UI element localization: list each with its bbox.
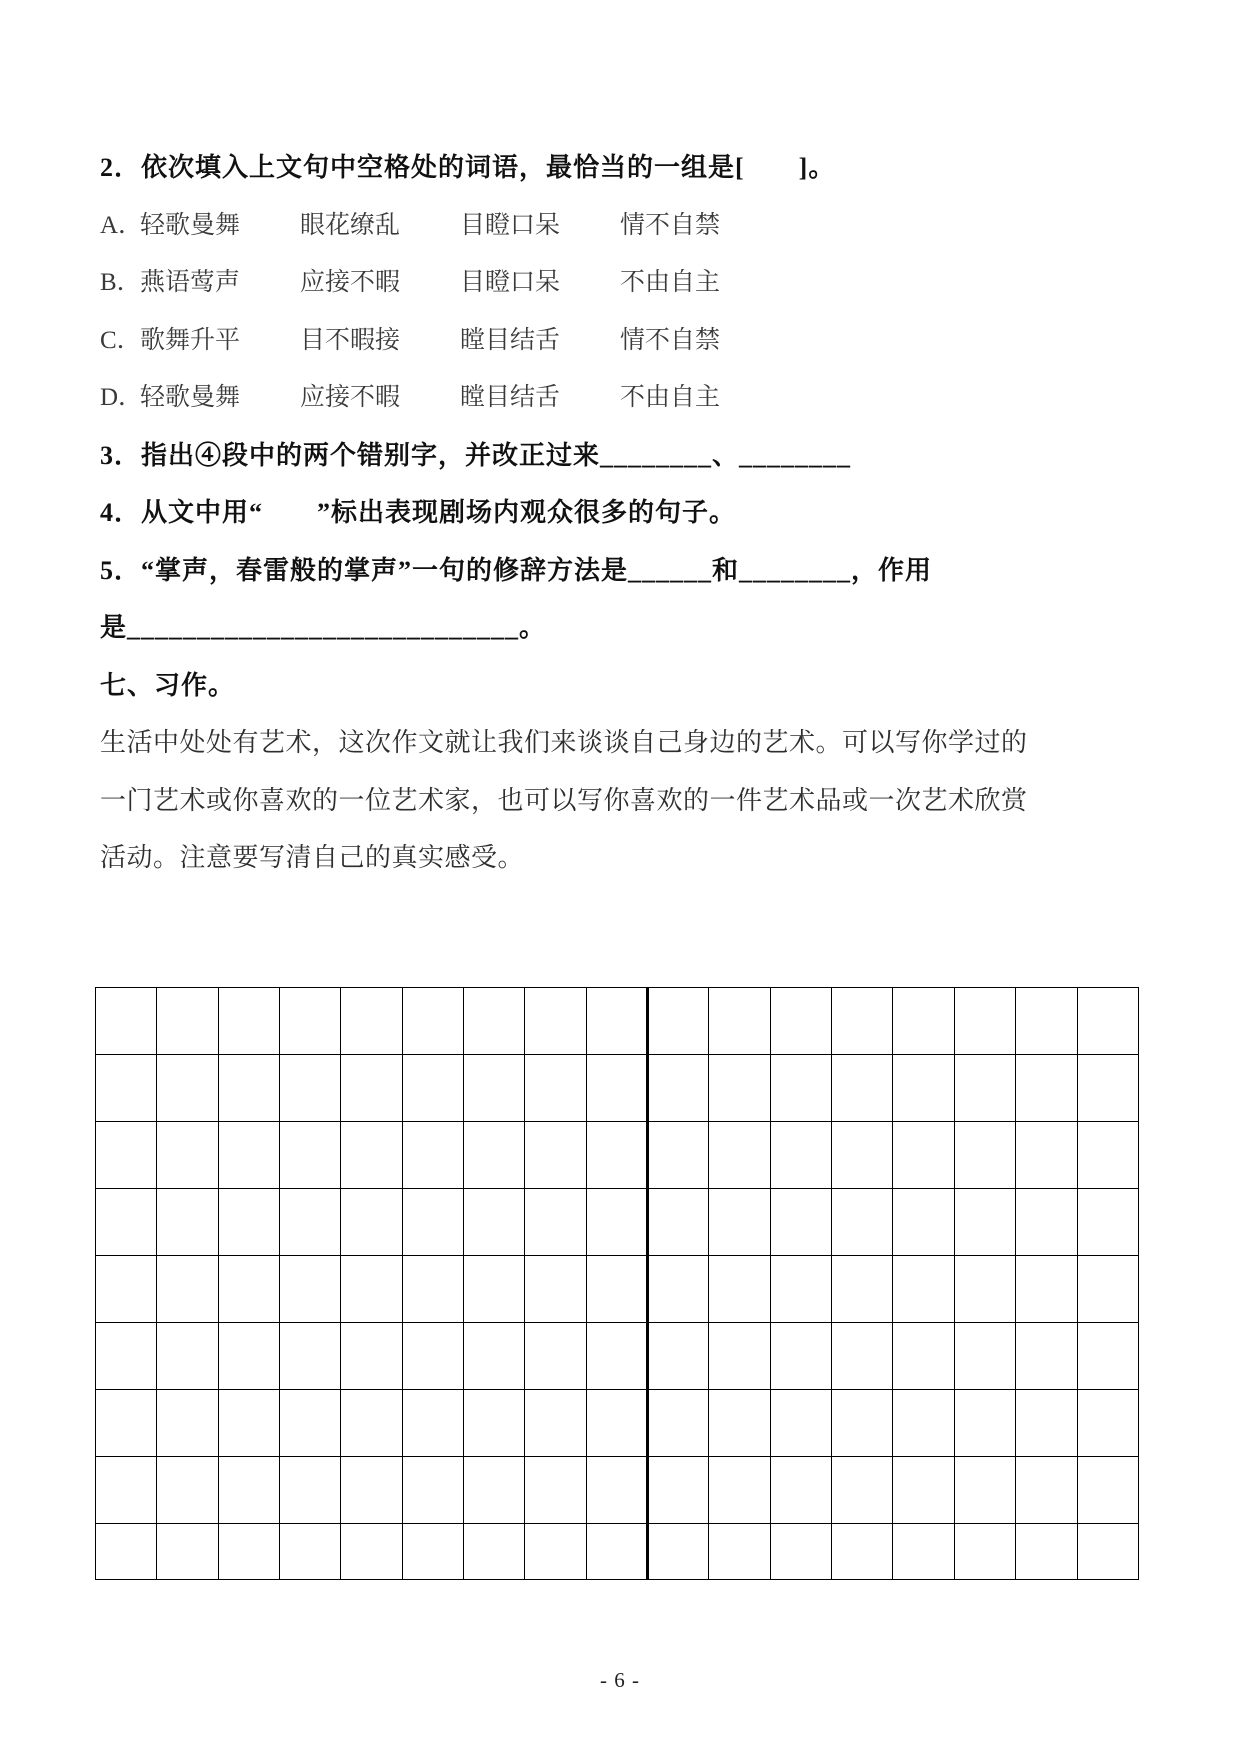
grid-cell xyxy=(280,1188,341,1255)
grid-cell xyxy=(96,1121,157,1188)
writing-grid-body xyxy=(96,987,1139,1579)
grid-cell xyxy=(280,1255,341,1322)
grid-cell xyxy=(96,1188,157,1255)
question-2-option-a xyxy=(100,197,1140,255)
grid-cell xyxy=(157,1322,218,1389)
grid-cell xyxy=(1016,1054,1077,1121)
grid-cell xyxy=(402,1054,463,1121)
question-2-stem: 2．依次填入上文句中空格处的词语，最恰当的一组是[ ]。 xyxy=(100,153,836,182)
grid-cell xyxy=(1077,1054,1139,1121)
grid-cell xyxy=(341,1456,402,1523)
grid-cell xyxy=(464,1054,525,1121)
grid-cell xyxy=(648,1456,709,1523)
grid-cell xyxy=(280,1523,341,1579)
grid-cell xyxy=(96,1456,157,1523)
grid-cell xyxy=(157,1255,218,1322)
option-word: 燕语莺声 xyxy=(140,269,241,296)
grid-cell xyxy=(341,1389,402,1456)
grid-cell xyxy=(893,987,954,1054)
grid-cell xyxy=(1077,1523,1139,1579)
grid-cell xyxy=(218,1054,279,1121)
grid-cell xyxy=(770,1389,831,1456)
grid-cell xyxy=(464,1322,525,1389)
grid-cell xyxy=(280,1054,341,1121)
grid-row xyxy=(96,987,1139,1054)
composition-prompt-line-3: 活动。注意要写清自己的真实感受。 xyxy=(100,843,525,872)
grid-row xyxy=(96,1389,1139,1456)
option-word: 瞠目结舌 xyxy=(460,326,561,354)
option-word: 不由自主 xyxy=(620,269,721,296)
grid-cell xyxy=(586,1188,647,1255)
grid-cell xyxy=(648,987,709,1054)
grid-cell xyxy=(402,1456,463,1523)
option-label: D． xyxy=(100,384,144,411)
option-word: 应接不暇 xyxy=(300,269,401,296)
grid-cell xyxy=(525,1389,586,1456)
grid-cell xyxy=(1077,1456,1139,1523)
grid-cell xyxy=(402,1121,463,1188)
option-label: C． xyxy=(100,326,142,354)
option-word: 目瞪口呆 xyxy=(460,211,561,239)
grid-cell xyxy=(954,1054,1015,1121)
grid-cell xyxy=(96,1054,157,1121)
grid-cell xyxy=(1077,987,1139,1054)
grid-cell xyxy=(525,987,586,1054)
grid-cell xyxy=(709,1456,770,1523)
grid-cell xyxy=(709,1322,770,1389)
grid-cell xyxy=(280,1322,341,1389)
question-2-option-c xyxy=(100,312,1140,370)
grid-cell xyxy=(709,1188,770,1255)
grid-cell xyxy=(402,1322,463,1389)
grid-cell xyxy=(402,1255,463,1322)
grid-cell xyxy=(709,987,770,1054)
option-word: 目瞪口呆 xyxy=(460,269,561,296)
grid-cell xyxy=(770,1255,831,1322)
grid-row xyxy=(96,1456,1139,1523)
grid-cell xyxy=(648,1255,709,1322)
grid-cell xyxy=(893,1121,954,1188)
grid-cell xyxy=(954,1121,1015,1188)
grid-cell xyxy=(832,1054,893,1121)
option-word: 应接不暇 xyxy=(300,384,401,411)
option-word: 轻歌曼舞 xyxy=(140,384,241,411)
grid-row xyxy=(96,1054,1139,1121)
grid-cell xyxy=(648,1322,709,1389)
grid-cell xyxy=(832,1188,893,1255)
grid-cell xyxy=(464,1456,525,1523)
grid-cell xyxy=(954,1523,1015,1579)
grid-cell xyxy=(954,1322,1015,1389)
grid-cell xyxy=(464,987,525,1054)
grid-cell xyxy=(464,1121,525,1188)
option-label: A． xyxy=(100,211,144,239)
grid-cell xyxy=(341,1121,402,1188)
grid-cell xyxy=(402,987,463,1054)
grid-cell xyxy=(709,1054,770,1121)
grid-cell xyxy=(341,1255,402,1322)
grid-cell xyxy=(648,1523,709,1579)
grid-cell xyxy=(954,1456,1015,1523)
grid-row xyxy=(96,1523,1139,1579)
grid-cell xyxy=(280,987,341,1054)
grid-cell xyxy=(648,1054,709,1121)
grid-cell xyxy=(832,1389,893,1456)
page-number: - 6 - xyxy=(600,1668,640,1692)
section-7-title: 七、习作。 xyxy=(100,670,236,700)
grid-cell xyxy=(96,1255,157,1322)
grid-cell xyxy=(525,1255,586,1322)
grid-cell xyxy=(157,1121,218,1188)
grid-cell xyxy=(280,1389,341,1456)
grid-cell xyxy=(157,1188,218,1255)
grid-cell xyxy=(586,987,647,1054)
composition-prompt-line-1: 生活中处处有艺术，这次作文就让我们来谈谈自己身边的艺术。可以写你学过的 xyxy=(100,728,1028,757)
grid-cell xyxy=(893,1188,954,1255)
option-word: 不由自主 xyxy=(620,384,721,411)
grid-cell xyxy=(954,1188,1015,1255)
grid-cell xyxy=(218,987,279,1054)
grid-cell xyxy=(402,1188,463,1255)
grid-cell xyxy=(770,987,831,1054)
grid-cell xyxy=(893,1389,954,1456)
grid-cell xyxy=(525,1456,586,1523)
grid-cell xyxy=(157,1054,218,1121)
option-word: 瞠目结舌 xyxy=(460,384,561,411)
grid-cell xyxy=(832,1255,893,1322)
grid-cell xyxy=(525,1054,586,1121)
grid-cell xyxy=(586,1054,647,1121)
grid-cell xyxy=(402,1389,463,1456)
grid-cell xyxy=(218,1322,279,1389)
question-2-option-d xyxy=(100,369,1140,427)
grid-cell xyxy=(893,1456,954,1523)
grid-cell xyxy=(832,987,893,1054)
question-4-stem: 4．从文中用“ ”标出表现剧场内观众很多的句子。 xyxy=(100,498,737,527)
grid-cell xyxy=(525,1322,586,1389)
grid-cell xyxy=(832,1121,893,1188)
grid-cell xyxy=(893,1255,954,1322)
grid-row xyxy=(96,1322,1139,1389)
grid-cell xyxy=(832,1523,893,1579)
grid-cell xyxy=(954,987,1015,1054)
writing-grid-wrapper xyxy=(95,987,1140,1580)
grid-cell xyxy=(709,1523,770,1579)
option-word: 目不暇接 xyxy=(300,326,401,354)
grid-cell xyxy=(341,1322,402,1389)
grid-cell xyxy=(832,1456,893,1523)
grid-cell xyxy=(218,1188,279,1255)
option-word: 轻歌曼舞 xyxy=(140,211,241,239)
grid-cell xyxy=(648,1389,709,1456)
grid-cell xyxy=(280,1121,341,1188)
grid-cell xyxy=(464,1523,525,1579)
grid-cell xyxy=(1016,1456,1077,1523)
grid-cell xyxy=(341,1188,402,1255)
grid-cell xyxy=(218,1255,279,1322)
grid-cell xyxy=(770,1121,831,1188)
grid-cell xyxy=(464,1389,525,1456)
grid-cell xyxy=(218,1121,279,1188)
grid-cell xyxy=(1016,1121,1077,1188)
grid-cell xyxy=(954,1389,1015,1456)
option-word: 情不自禁 xyxy=(620,326,721,354)
grid-cell xyxy=(709,1389,770,1456)
grid-cell xyxy=(586,1322,647,1389)
grid-cell xyxy=(402,1523,463,1579)
grid-cell xyxy=(648,1121,709,1188)
grid-cell xyxy=(1016,1523,1077,1579)
grid-cell xyxy=(893,1523,954,1579)
grid-cell xyxy=(1016,1188,1077,1255)
grid-cell xyxy=(341,1054,402,1121)
grid-cell xyxy=(1077,1389,1139,1456)
question-3-stem: 3．指出④段中的两个错别字，并改正过来________、________ xyxy=(100,440,852,470)
grid-cell xyxy=(770,1188,831,1255)
grid-cell xyxy=(648,1188,709,1255)
grid-cell xyxy=(586,1456,647,1523)
grid-cell xyxy=(1016,1322,1077,1389)
grid-cell xyxy=(1077,1188,1139,1255)
option-word: 歌舞升平 xyxy=(140,326,241,354)
grid-cell xyxy=(464,1255,525,1322)
grid-cell xyxy=(1016,1389,1077,1456)
question-5-stem-line-1: 5．“掌声，春雷般的掌声”一句的修辞方法是______和________，作用 xyxy=(100,555,933,585)
grid-cell xyxy=(1016,1255,1077,1322)
grid-row xyxy=(96,1255,1139,1322)
grid-cell xyxy=(280,1456,341,1523)
option-word: 眼花缭乱 xyxy=(300,211,401,239)
grid-cell xyxy=(1077,1121,1139,1188)
grid-cell xyxy=(709,1121,770,1188)
grid-cell xyxy=(525,1523,586,1579)
grid-cell xyxy=(96,987,157,1054)
grid-cell xyxy=(1077,1255,1139,1322)
grid-cell xyxy=(586,1255,647,1322)
grid-cell xyxy=(218,1523,279,1579)
grid-cell xyxy=(525,1188,586,1255)
grid-cell xyxy=(157,1456,218,1523)
grid-cell xyxy=(832,1322,893,1389)
composition-prompt-line-2: 一门艺术或你喜欢的一位艺术家，也可以写你喜欢的一件艺术品或一次艺术欣赏 xyxy=(100,785,1028,815)
grid-cell xyxy=(525,1121,586,1188)
grid-cell xyxy=(586,1389,647,1456)
grid-cell xyxy=(157,1523,218,1579)
grid-cell xyxy=(218,1456,279,1523)
grid-cell xyxy=(341,987,402,1054)
grid-cell xyxy=(96,1523,157,1579)
option-label: B． xyxy=(100,269,142,296)
grid-cell xyxy=(770,1523,831,1579)
grid-cell xyxy=(586,1523,647,1579)
grid-cell xyxy=(1016,987,1077,1054)
grid-cell xyxy=(96,1389,157,1456)
option-word: 情不自禁 xyxy=(620,211,721,239)
grid-cell xyxy=(586,1121,647,1188)
grid-cell xyxy=(770,1054,831,1121)
grid-cell xyxy=(341,1523,402,1579)
grid-cell xyxy=(1077,1322,1139,1389)
grid-cell xyxy=(218,1389,279,1456)
grid-cell xyxy=(893,1054,954,1121)
grid-cell xyxy=(709,1255,770,1322)
grid-row xyxy=(96,1121,1139,1188)
grid-cell xyxy=(157,1389,218,1456)
grid-cell xyxy=(770,1456,831,1523)
writing-grid xyxy=(95,987,1139,1580)
grid-cell xyxy=(770,1322,831,1389)
grid-row xyxy=(96,1188,1139,1255)
grid-cell xyxy=(893,1322,954,1389)
grid-cell xyxy=(954,1255,1015,1322)
question-2-option-b xyxy=(100,254,1140,312)
grid-cell xyxy=(464,1188,525,1255)
grid-cell xyxy=(96,1322,157,1389)
grid-cell xyxy=(157,987,218,1054)
question-5-stem-line-2: 是____________________________。 xyxy=(100,613,547,642)
